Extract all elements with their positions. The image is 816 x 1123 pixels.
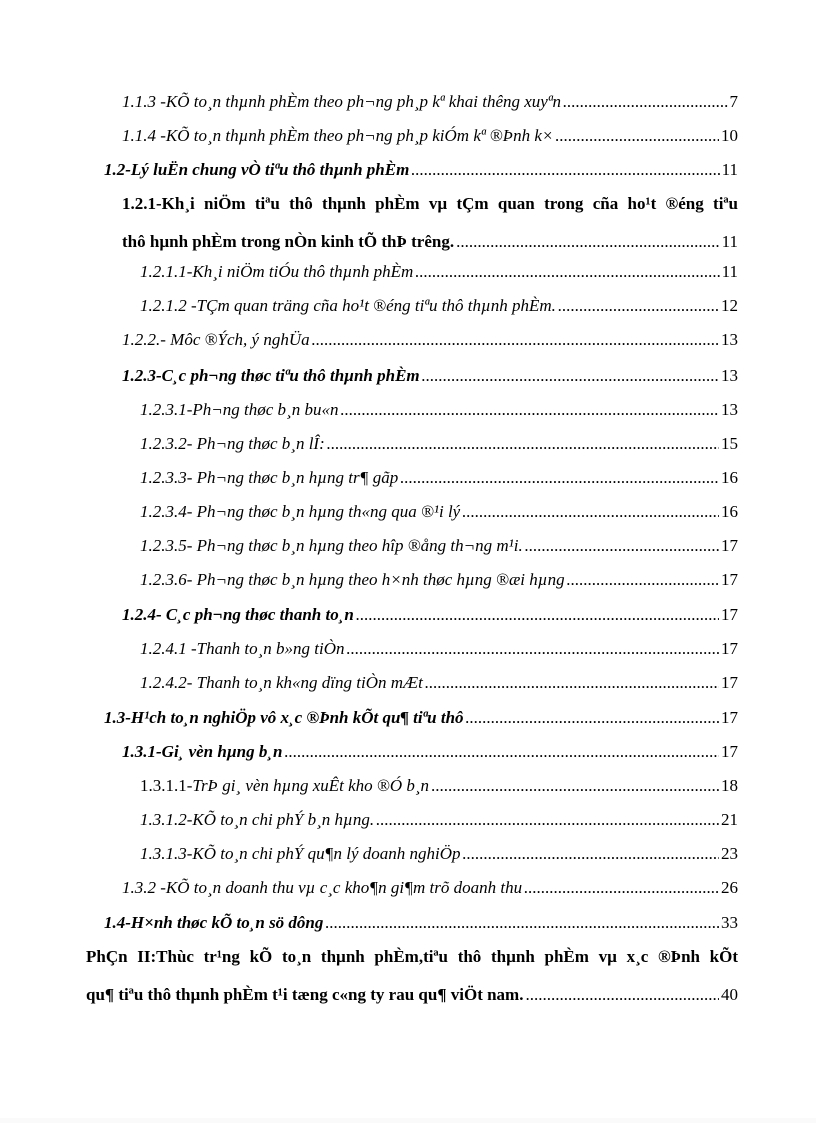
dot-leader — [411, 160, 719, 180]
toc-page-number: 16 — [721, 502, 738, 521]
toc-entry-title: 1.2.4.2- Thanh to¸n kh«ng dïng tiÒn mÆt — [140, 673, 423, 692]
dot-leader — [456, 232, 720, 252]
toc-entry[interactable] — [140, 262, 738, 282]
toc-entry[interactable] — [140, 844, 738, 864]
toc-page-number: 13 — [721, 330, 738, 349]
toc-entry-title: 1.2.3.1-Ph¬ng thøc b¸n bu«n — [140, 400, 339, 419]
dot-leader — [563, 92, 727, 112]
toc-page-number: 17 — [721, 742, 738, 761]
dot-leader — [346, 639, 719, 659]
toc-entry[interactable] — [140, 468, 738, 488]
toc-entry-title: 1.2.4.1 -Thanh to¸n b»ng tiÒn — [140, 639, 345, 658]
dot-leader — [356, 605, 719, 625]
dot-leader — [462, 502, 719, 522]
toc-entry[interactable] — [140, 639, 738, 659]
toc-entry-title-line1: PhÇn II:Thùc tr¹ng kÕ to¸n thµnh phÈm,tiªu thô thµnh phÈm vµ x¸c ®Þnh kÕt — [86, 947, 738, 966]
toc-entry[interactable] — [122, 330, 738, 350]
toc-entry-title: 1.1.4 -KÕ to¸n thµnh phÈm theo ph¬ng ph¸p kiÓm kª ®Þnh k× — [122, 126, 554, 145]
toc-entry[interactable] — [140, 434, 738, 454]
toc-entry[interactable] — [122, 742, 738, 762]
toc-entry-title: 1.2.2.- Môc ®Ých, ý nghÜa — [122, 330, 310, 349]
toc-entry-title: 1.2.3-C¸c ph¬ng thøc tiªu thô thµnh phÈm — [122, 366, 420, 385]
toc-page-number: 11 — [721, 232, 738, 251]
dot-leader — [555, 126, 719, 146]
dot-leader — [340, 400, 719, 420]
toc-entry[interactable] — [140, 810, 738, 830]
toc-entry-title: 1.2-Lý luËn chung vÒ tiªu thô thµnh phÈm — [104, 160, 410, 179]
toc-entry-title: 1.2.3.2- Ph¬ng thøc b¸n lÎ: — [140, 434, 325, 453]
page-bottom-edge — [0, 1118, 816, 1123]
toc-page-number: 18 — [721, 776, 738, 795]
toc-page-number: 17 — [721, 570, 738, 589]
toc-page-number: 13 — [721, 400, 738, 419]
toc-page-number: 10 — [721, 126, 738, 145]
toc-entry-title: 1.2.3.4- Ph¬ng thøc b¸n hµng th«ng qua ®¹i lý — [140, 502, 461, 521]
toc-entry-title: 1.4-H×nh thøc kÕ to¸n sö dông — [104, 913, 324, 932]
toc-page-number: 17 — [721, 708, 738, 727]
toc-entry[interactable] — [122, 126, 738, 146]
toc-page-number: 21 — [721, 810, 738, 829]
toc-page-number: 7 — [729, 92, 738, 111]
toc-entry-title: 1.2.3.6- Ph¬ng thøc b¸n hµng theo h×nh thøc hµng ®æi hµng — [140, 570, 565, 589]
toc-entry-title: 1.2.1.1-Kh¸i niÖm tiÓu thô thµnh phÈm — [140, 262, 414, 281]
toc-entry[interactable] — [140, 570, 738, 590]
dot-leader — [463, 844, 719, 864]
dot-leader — [525, 536, 719, 556]
toc-entry[interactable] — [140, 296, 738, 316]
toc-entry-title: 1.2.4- C¸c ph¬ng thøc thanh to¸n — [122, 605, 354, 624]
toc-entry[interactable] — [140, 400, 738, 420]
toc-entry[interactable] — [122, 366, 738, 386]
toc-entry[interactable] — [104, 708, 738, 728]
dot-leader — [431, 776, 719, 796]
toc-entry[interactable] — [122, 92, 738, 112]
toc-entry[interactable] — [140, 673, 738, 693]
toc-page-number: 33 — [721, 913, 738, 932]
toc-entry-title: 1.2.1.2 -TÇm quan träng cña ho¹t ®éng tiªu thô thµnh phÈm. — [140, 296, 556, 315]
dot-leader — [415, 262, 719, 282]
dot-leader — [567, 570, 719, 590]
dot-leader — [284, 742, 719, 762]
toc-entry-title: TrÞ gi¸ vèn hµng xuÊt kho ®Ó b¸n — [192, 776, 430, 795]
dot-leader — [400, 468, 719, 488]
dot-leader — [525, 985, 719, 1005]
toc-entry[interactable] — [104, 913, 738, 933]
toc-entry[interactable] — [86, 947, 738, 1005]
dot-leader — [312, 330, 719, 350]
dot-leader — [558, 296, 719, 316]
toc-page-number: 12 — [721, 296, 738, 315]
toc-page-number: 11 — [721, 262, 738, 281]
toc-page-number: 26 — [721, 878, 738, 897]
toc-entry[interactable] — [140, 776, 738, 796]
toc-entry-title-line2: qu¶ tiªu thô thµnh phÈm t¹i tæng c«ng ty rau qu¶ viÖt nam. — [86, 985, 524, 1004]
dot-leader — [524, 878, 719, 898]
toc-entry-title-line2: thô hµnh phÈm trong nÒn kinh tÕ thÞ trêng. — [122, 232, 455, 251]
toc-page-number: 11 — [721, 160, 738, 179]
toc-entry-title-line1: 1.2.1-Kh¸i niÖm tiªu thô thµnh phÈm vµ tÇm quan trong cña ho¹t ®éng tiªu — [122, 194, 738, 213]
toc-entry[interactable] — [122, 878, 738, 898]
toc-entry-title: 1.3.1.3-KÕ to¸n chi phÝ qu¶n lý doanh nghiÖp — [140, 844, 461, 863]
toc-entry-title: 1.3.1-Gi¸ vèn hµng b¸n — [122, 742, 283, 761]
dot-leader — [422, 366, 719, 386]
toc-page-number: 17 — [721, 605, 738, 624]
dot-leader — [466, 708, 719, 728]
toc-entry-title: 1.3.2 -KÕ to¸n doanh thu vµ c¸c kho¶n gi¶m trõ doanh thu — [122, 878, 523, 897]
toc-page-number: 15 — [721, 434, 738, 453]
toc-entry-title: 1.2.3.5- Ph¬ng thøc b¸n hµng theo hîp ®ång th¬ng m¹i. — [140, 536, 523, 555]
toc-page-number: 17 — [721, 536, 738, 555]
toc-entry-title: 1.3-H¹ch to¸n nghiÖp vô x¸c ®Þnh kÕt qu¶ tiªu thô — [104, 708, 464, 727]
toc-entry[interactable] — [104, 160, 738, 180]
toc-page-number: 17 — [721, 639, 738, 658]
toc-page-number: 23 — [721, 844, 738, 863]
toc-page-number: 40 — [721, 985, 738, 1004]
toc-entry[interactable] — [140, 536, 738, 556]
toc-entry[interactable] — [122, 194, 738, 252]
dot-leader — [376, 810, 719, 830]
toc-entry[interactable] — [140, 502, 738, 522]
toc-page-number: 16 — [721, 468, 738, 487]
dot-leader — [327, 434, 719, 454]
dot-leader — [325, 913, 719, 933]
toc-entry-title: 1.2.3.3- Ph¬ng thøc b¸n hµng tr¶ gãp — [140, 468, 399, 487]
toc-page-number: 13 — [721, 366, 738, 385]
toc-entry-number: 1.3.1.1- — [140, 776, 193, 795]
toc-entry[interactable] — [122, 605, 738, 625]
dot-leader — [425, 673, 719, 693]
toc-page-number: 17 — [721, 673, 738, 692]
toc-entry-title: 1.3.1.2-KÕ to¸n chi phÝ b¸n hµng. — [140, 810, 375, 829]
toc-entry-title: 1.1.3 -KÕ to¸n thµnh phÈm theo ph¬ng ph¸p kª khai thêng xuyªn — [122, 92, 562, 111]
